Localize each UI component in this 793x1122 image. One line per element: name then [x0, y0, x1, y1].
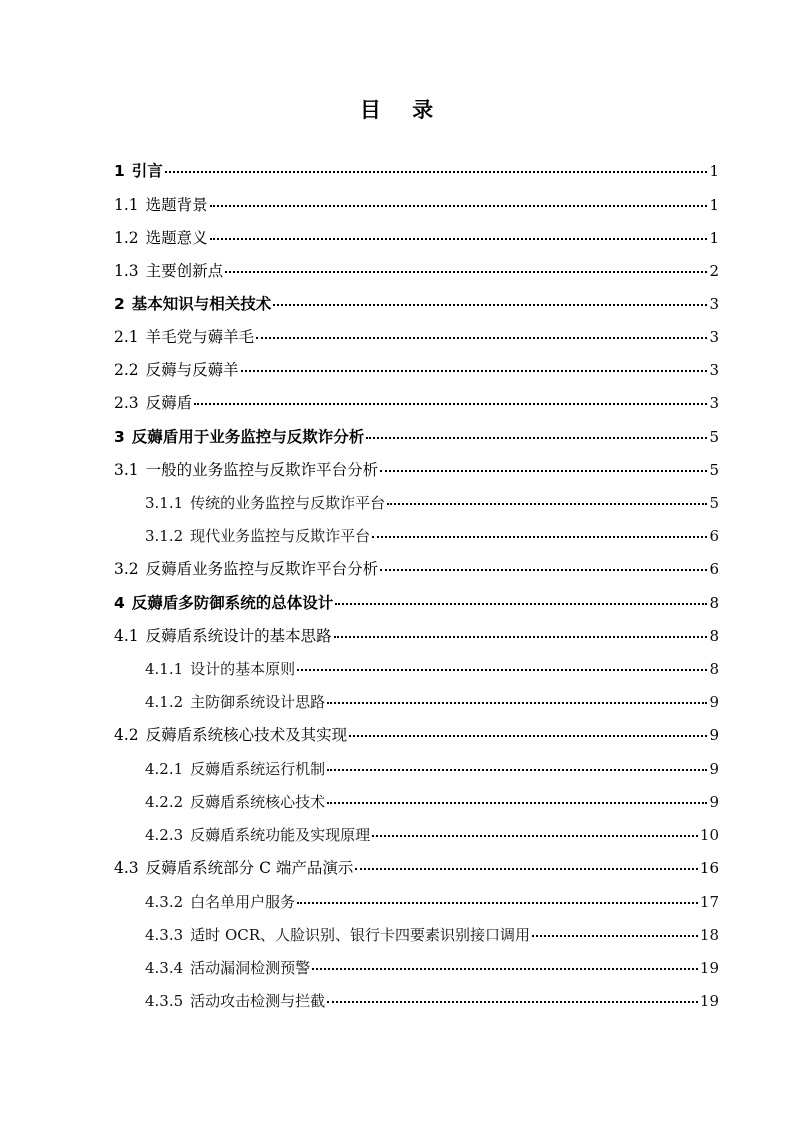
toc-entry[interactable]: [145, 890, 719, 914]
toc-entry[interactable]: [114, 292, 719, 316]
section-title: 选题意义: [145, 229, 208, 247]
dot-leader: [312, 966, 698, 970]
toc-entry[interactable]: [145, 491, 719, 515]
section-title: 基本知识与相关技术: [131, 295, 272, 313]
section-title: 白名单用户服务: [190, 893, 296, 911]
section-title: 反薅盾系统运行机制: [190, 760, 326, 778]
page-number: 9: [709, 693, 719, 711]
toc-entry[interactable]: [114, 458, 719, 482]
section-number: 3: [114, 428, 125, 446]
section-number: 3.1.1: [145, 494, 184, 512]
toc-entry[interactable]: [145, 989, 719, 1013]
toc-entry[interactable]: [114, 624, 719, 648]
page-number: 10: [699, 826, 719, 844]
page-number: 3: [709, 295, 719, 313]
section-number: 2.1: [114, 328, 139, 346]
section-number: 4.3.3: [145, 926, 184, 944]
section-title: 反薅盾用于业务监控与反欺诈分析: [131, 428, 365, 446]
toc-entry[interactable]: [145, 757, 719, 781]
section-number: 3.1: [114, 461, 139, 479]
page-number: 9: [709, 793, 719, 811]
toc-entry[interactable]: [114, 159, 719, 183]
page-number: 18: [699, 926, 719, 944]
section-number: 3.1.2: [145, 527, 184, 545]
dot-leader: [210, 236, 707, 240]
page-number: 8: [709, 627, 719, 645]
dot-leader: [380, 468, 707, 472]
section-title: 引言: [131, 162, 163, 180]
page-number: 8: [709, 594, 719, 612]
toc-entry[interactable]: [145, 790, 719, 814]
page-number: 5: [709, 461, 719, 479]
dot-leader: [380, 567, 707, 571]
section-title: 传统的业务监控与反欺诈平台: [190, 494, 386, 512]
section-number: 4.3: [114, 859, 139, 877]
dot-leader: [372, 534, 707, 538]
toc-entry[interactable]: [114, 723, 719, 747]
section-title: 反薅盾业务监控与反欺诈平台分析: [145, 560, 379, 578]
toc-entry[interactable]: [114, 226, 719, 250]
section-title: 反薅盾: [145, 394, 193, 412]
page-number: 9: [709, 760, 719, 778]
section-number: 2: [114, 295, 125, 313]
page-number: 6: [709, 527, 719, 545]
dot-leader: [297, 667, 707, 671]
section-title: 反薅盾多防御系统的总体设计: [131, 594, 334, 612]
dot-leader: [256, 335, 707, 339]
toc-entry[interactable]: [114, 325, 719, 349]
section-title: 反薅盾系统部分 C 端产品演示: [145, 859, 354, 877]
section-number: 3.2: [114, 560, 139, 578]
toc-entry[interactable]: [114, 591, 719, 615]
toc-entry[interactable]: [114, 391, 719, 415]
page-number: 19: [699, 992, 719, 1010]
section-title: 反薅盾系统设计的基本思路: [145, 627, 332, 645]
dot-leader: [327, 800, 707, 804]
toc-entry[interactable]: [114, 425, 719, 449]
page-number: 8: [709, 660, 719, 678]
page-number: 5: [709, 494, 719, 512]
section-number: 4.1.2: [145, 693, 184, 711]
section-number: 4.2.2: [145, 793, 184, 811]
dot-leader: [165, 169, 707, 173]
section-title: 反薅盾系统核心技术及其实现: [145, 726, 348, 744]
section-title: 现代业务监控与反欺诈平台: [190, 527, 371, 545]
section-number: 4.2.3: [145, 826, 184, 844]
section-number: 4.1: [114, 627, 139, 645]
section-number: 4.2.1: [145, 760, 184, 778]
dot-leader: [327, 700, 707, 704]
section-title: 反薅盾系统功能及实现原理: [190, 826, 371, 844]
section-number: 4: [114, 594, 125, 612]
dot-leader: [349, 733, 707, 737]
section-number: 4.3.4: [145, 959, 184, 977]
toc-entry[interactable]: [145, 923, 719, 947]
section-number: 4.3.5: [145, 992, 184, 1010]
toc-entry[interactable]: [145, 524, 719, 548]
toc-title: 目 录: [359, 98, 446, 122]
dot-leader: [210, 203, 707, 207]
toc-entry[interactable]: [145, 690, 719, 714]
section-title: 活动漏洞检测预警: [190, 959, 311, 977]
section-title: 反薅与反薅羊: [145, 361, 239, 379]
toc-entry[interactable]: [114, 259, 719, 283]
toc-entry[interactable]: [145, 657, 719, 681]
dot-leader: [273, 302, 707, 306]
section-number: 4.1.1: [145, 660, 184, 678]
page-number: 17: [699, 893, 719, 911]
section-title: 活动攻击检测与拦截: [190, 992, 326, 1010]
dot-leader: [372, 833, 698, 837]
dot-leader: [532, 933, 698, 937]
page-number: 5: [709, 428, 719, 446]
dot-leader: [334, 634, 707, 638]
dot-leader: [194, 401, 707, 405]
toc-entry[interactable]: [114, 557, 719, 581]
section-number: 4.3.2: [145, 893, 184, 911]
toc-entry[interactable]: [114, 358, 719, 382]
page-number: 1: [709, 162, 719, 180]
dot-leader: [225, 269, 707, 273]
section-title: 选题背景: [145, 196, 208, 214]
section-number: 4.2: [114, 726, 139, 744]
dot-leader: [297, 900, 698, 904]
page-number: 9: [709, 726, 719, 744]
page-number: 2: [709, 262, 719, 280]
section-number: 1.2: [114, 229, 139, 247]
dot-leader: [387, 501, 707, 505]
page-number: 1: [709, 196, 719, 214]
dot-leader: [335, 601, 707, 605]
section-number: 2.2: [114, 361, 139, 379]
section-title: 主要创新点: [145, 262, 224, 280]
toc-entry[interactable]: [145, 956, 719, 980]
dot-leader: [327, 999, 698, 1003]
dot-leader: [366, 435, 707, 439]
toc-entry[interactable]: [114, 856, 719, 880]
section-number: 2.3: [114, 394, 139, 412]
section-number: 1.1: [114, 196, 139, 214]
page-number: 3: [709, 394, 719, 412]
section-title: 设计的基本原则: [190, 660, 296, 678]
dot-leader: [355, 866, 698, 870]
toc-entry[interactable]: [145, 823, 719, 847]
section-number: 1.3: [114, 262, 139, 280]
page-number: 1: [709, 229, 719, 247]
page-number: 16: [699, 859, 719, 877]
page-number: 3: [709, 361, 719, 379]
toc-entry[interactable]: [114, 193, 719, 217]
section-number: 1: [114, 162, 125, 180]
page-number: 6: [709, 560, 719, 578]
dot-leader: [241, 368, 707, 372]
section-title: 反薅盾系统核心技术: [190, 793, 326, 811]
page-number: 19: [699, 959, 719, 977]
section-title: 主防御系统设计思路: [190, 693, 326, 711]
section-title: 一般的业务监控与反欺诈平台分析: [145, 461, 379, 479]
section-title: 羊毛党与薅羊毛: [145, 328, 255, 346]
section-title: 适时 OCR、人脸识别、银行卡四要素识别接口调用: [190, 926, 531, 944]
page-number: 3: [709, 328, 719, 346]
dot-leader: [327, 767, 707, 771]
